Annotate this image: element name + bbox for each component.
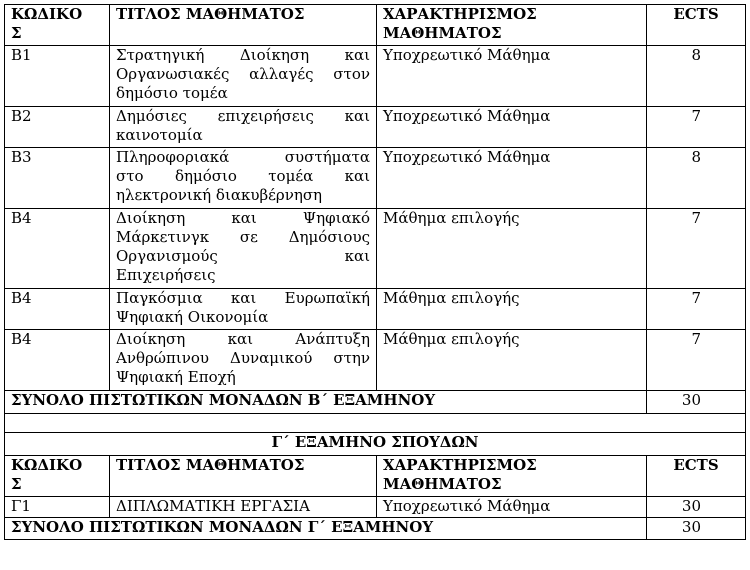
course-code: Β4	[5, 289, 110, 330]
table-row	[5, 209, 746, 289]
spacer-row	[5, 414, 746, 433]
course-type: Μάθημα επιλογής	[377, 209, 647, 289]
course-title: Δημόσιες επιχειρήσεις και καινοτομία	[110, 107, 377, 148]
course-title: ΔΙΠΛΩΜΑΤΙΚΗ ΕΡΓΑΣΙΑ	[110, 497, 377, 518]
course-code: Β4	[5, 330, 110, 391]
course-code: Β3	[5, 148, 110, 209]
course-code: Β4	[5, 209, 110, 289]
course-type: Υποχρεωτικό Μάθημα	[377, 46, 647, 107]
course-type: Υποχρεωτικό Μάθημα	[377, 497, 647, 518]
header-ects: ECTS	[647, 456, 746, 497]
course-document	[4, 4, 746, 540]
header-type: ΧΑΡΑΚΤΗΡΙΣΜΟΣ ΜΑΘΗΜΑΤΟΣ	[377, 456, 647, 497]
course-title: Πληροφοριακά συστήματα στο δημόσιο τομέα και ηλεκτρονική διακυβέρνηση	[110, 148, 377, 209]
spacer-cell	[5, 414, 746, 433]
course-title: Διοίκηση και Ψηφιακό Μάρκετινγκ σε Δημόσιους Οργανισμούς και Επιχειρήσεις	[110, 209, 377, 289]
course-ects: 7	[647, 209, 746, 289]
header-code: ΚΩΔΙΚΟ Σ	[5, 5, 110, 46]
header-title: ΤΙΤΛΟΣ ΜΑΘΗΜΑΤΟΣ	[110, 456, 377, 497]
course-ects: 7	[647, 107, 746, 148]
table-row	[5, 330, 746, 391]
semester-heading: Γ΄ ΕΞΑΜΗΝΟ ΣΠΟΥΔΩΝ	[5, 433, 746, 456]
course-title: Στρατηγική Διοίκηση και Οργανωσιακές αλλαγές στον δημόσιο τομέα	[110, 46, 377, 107]
total-value: 30	[647, 518, 746, 540]
course-ects: 8	[647, 46, 746, 107]
course-title: Διοίκηση και Ανάπτυξη Ανθρώπινου Δυναμικού στην Ψηφιακή Εποχή	[110, 330, 377, 391]
table-row	[5, 497, 746, 518]
course-code: Γ1	[5, 497, 110, 518]
table-row	[5, 107, 746, 148]
course-type: Υποχρεωτικό Μάθημα	[377, 148, 647, 209]
course-ects: 8	[647, 148, 746, 209]
table-row	[5, 46, 746, 107]
course-title: Παγκόσμια και Ευρωπαϊκή Ψηφιακή Οικονομία	[110, 289, 377, 330]
course-type: Υποχρεωτικό Μάθημα	[377, 107, 647, 148]
total-row-b	[5, 391, 746, 414]
course-code: Β1	[5, 46, 110, 107]
course-type: Μάθημα επιλογής	[377, 289, 647, 330]
total-row-c	[5, 518, 746, 540]
course-ects: 7	[647, 289, 746, 330]
header-row-b	[5, 5, 746, 46]
header-ects: ECTS	[647, 5, 746, 46]
course-code: Β2	[5, 107, 110, 148]
total-label: ΣΥΝΟΛΟ ΠΙΣΤΩΤΙΚΩΝ ΜΟΝΑΔΩΝ Γ΄ ΕΞΑΜΗΝΟΥ	[5, 518, 647, 540]
header-title: ΤΙΤΛΟΣ ΜΑΘΗΜΑΤΟΣ	[110, 5, 377, 46]
courses-table	[4, 4, 746, 540]
table-row	[5, 289, 746, 330]
course-ects: 7	[647, 330, 746, 391]
course-type: Μάθημα επιλογής	[377, 330, 647, 391]
table-row	[5, 148, 746, 209]
header-code: ΚΩΔΙΚΟ Σ	[5, 456, 110, 497]
header-row-c	[5, 456, 746, 497]
course-ects: 30	[647, 497, 746, 518]
total-label: ΣΥΝΟΛΟ ΠΙΣΤΩΤΙΚΩΝ ΜΟΝΑΔΩΝ Β΄ ΕΞΑΜΗΝΟΥ	[5, 391, 647, 414]
header-type: ΧΑΡΑΚΤΗΡΙΣΜΟΣ ΜΑΘΗΜΑΤΟΣ	[377, 5, 647, 46]
total-value: 30	[647, 391, 746, 414]
semester-heading-row	[5, 433, 746, 456]
